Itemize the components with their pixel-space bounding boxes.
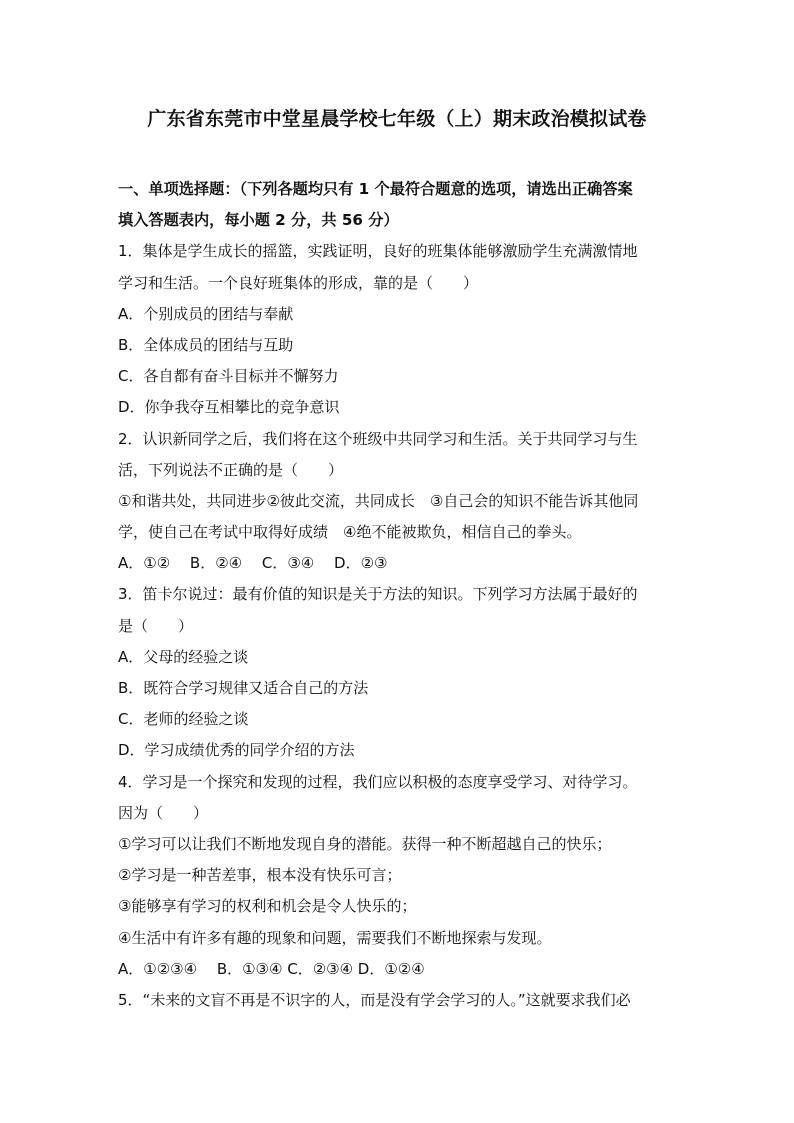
q1-option-b: B．全体成员的团结与互助 [118, 335, 294, 354]
exam-content [118, 174, 684, 1016]
section-heading-line-1: 一、单项选择题：（下列各题均只有 1 个最符合题意的选项，请选出正确答案 [118, 180, 633, 198]
q4-item-4: ④生活中有许多有趣的现象和问题，需要我们不断地探索与发现。 [118, 928, 552, 947]
q2-stem-line-2: 活，下列说法不正确的是（ ） [118, 460, 344, 479]
q3-option-a: A．父母的经验之谈 [118, 647, 249, 666]
q1-stem-line-2: 学习和生活。一个良好班集体的形成，靠的是（ ） [118, 273, 479, 292]
section-heading-line-2: 填入答题表内，每小题 2 分，共 56 分） [118, 211, 399, 230]
q4-item-1: ①学习可以让我们不断地发现自身的潜能。获得一种不断超越自己的快乐； [118, 834, 612, 853]
exam-title: 广东省东莞市中堂星晨学校七年级（上）期末政治模拟试卷 [147, 108, 647, 130]
q4-stem-line-1: 4．学习是一个探究和发现的过程，我们应以积极的态度享受学习、对待学习。 [118, 772, 638, 791]
q2-items-line-2: 学，使自己在考试中取得好成绩 ④绝不能被欺负，相信自己的拳头。 [118, 523, 582, 542]
q3-option-c: C．老师的经验之谈 [118, 710, 249, 729]
q1-option-a: A．个别成员的团结与奉献 [118, 304, 294, 323]
q2-items-line-1: ①和谐共处，共同进步②彼此交流，共同成长 ③自己会的知识不能告诉其他同 [118, 491, 639, 510]
q3-option-b: B．既符合学习规律又适合自己的方法 [118, 679, 369, 697]
q4-options: A．①②③④ B．①③④ C．②③④ D．①②④ [118, 959, 425, 978]
q2-options: A．①② B．②④ C．③④ D．②③ [118, 554, 388, 573]
q5-stem-line-1: 5．“未来的文盲不再是不识字的人，而是没有学会学习的人。”这就要求我们必 [118, 990, 631, 1009]
q4-item-2: ②学习是一种苦差事，根本没有快乐可言； [118, 866, 402, 885]
q2-stem-line-1: 2．认识新同学之后，我们将在这个班级中共同学习和生活。关于共同学习与生 [118, 429, 638, 448]
q1-option-c: C．各自都有奋斗目标并不懈努力 [118, 367, 339, 386]
q4-item-3: ③能够享有学习的权利和机会是令人快乐的； [118, 897, 417, 916]
q1-stem-line-1: 1．集体是学生成长的摇篮，实践证明，良好的班集体能够激励学生充满激情地 [118, 242, 638, 261]
q4-stem-line-2: 因为（ ） [118, 803, 209, 822]
q3-option-d: D．学习成绩优秀的同学介绍的方法 [118, 741, 355, 760]
q3-stem-line-2: 是（ ） [118, 616, 194, 635]
q1-option-d: D．你争我夺互相攀比的竞争意识 [118, 398, 340, 417]
q3-stem-line-1: 3．笛卡尔说过：最有价值的知识是关于方法的知识。下列学习方法属于最好的 [118, 585, 638, 604]
